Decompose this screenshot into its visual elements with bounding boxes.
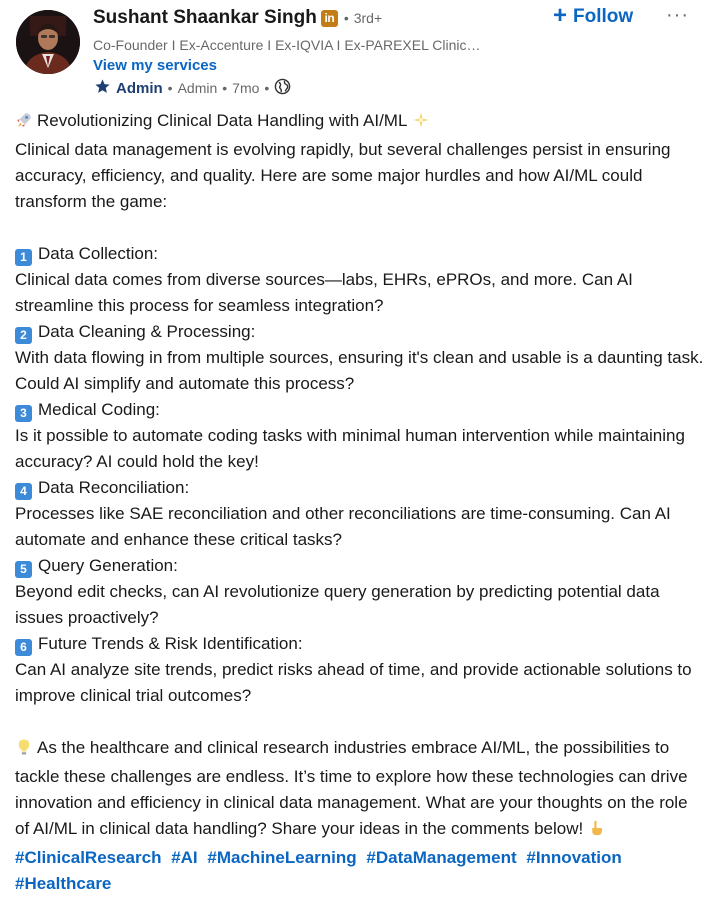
section-body: Is it possible to automate coding tasks with minimal human intervention while maintaining accuracy? AI could hold the key! [15, 426, 685, 471]
section-body: Processes like SAE reconciliation and other reconciliations are time-consuming. Can AI automate and enhance these critical tasks? [15, 504, 671, 549]
follow-label: Follow [573, 6, 634, 27]
keycap-5-icon: 5 [15, 561, 32, 578]
rocket-icon [15, 111, 33, 137]
section-heading: 6 Future Trends & Risk Identification: [15, 631, 705, 657]
more-options-button[interactable]: ··· [666, 4, 689, 26]
author-name[interactable]: Sushant Shaankar Singh [93, 7, 317, 28]
hashtag-list [15, 845, 705, 897]
section-heading: 2 Data Cleaning & Processing: [15, 319, 705, 345]
hashtag-innovation[interactable]: #Innovation [526, 848, 622, 867]
post-closing-line [15, 735, 705, 845]
pointing-down-icon [588, 819, 605, 845]
keycap-2-icon: 2 [15, 327, 32, 344]
admin-badge: Admin [116, 79, 163, 97]
hashtag-datamanagement[interactable]: #DataManagement [366, 848, 517, 867]
role-text: Admin [177, 80, 218, 96]
section-heading: 5 Query Generation: [15, 553, 705, 579]
keycap-6-icon: 6 [15, 639, 32, 656]
section-heading: 4 Data Reconciliation: [15, 475, 705, 501]
connection-degree: 3rd+ [353, 10, 383, 26]
hashtag-clinicalresearch[interactable]: #ClinicalResearch [15, 848, 162, 867]
section-heading: 3 Medical Coding: [15, 397, 705, 423]
post-age: 7mo [232, 80, 260, 96]
post-closing: As the healthcare and clinical research industries embrace AI/ML, the possibilities to tackle these challenges are endless. It’s time to explore how these technologies can drive innovation and efficiency in clinical data management. What are your thoughts on the role of AI/ML in clinical data handling? Share your ideas in the comments below! [15, 738, 688, 838]
avatar[interactable] [16, 10, 80, 74]
post-title: Revolutionizing Clinical Data Handling with AI/ML [37, 111, 407, 130]
post-intro: Clinical data management is evolving rapidly, but several challenges persist in ensuring accuracy, efficiency, and quality. Here are some major hurdles and how AI/ML could transform the game: [15, 140, 671, 211]
section-body: Beyond edit checks, can AI revolutionize query generation by predicting potential data issues proactively? [15, 582, 660, 627]
post-body [15, 108, 705, 897]
post-meta [94, 78, 291, 98]
post-header [0, 0, 708, 104]
keycap-4-icon: 4 [15, 483, 32, 500]
globe-icon [274, 78, 291, 98]
linkedin-premium-icon: in [321, 10, 338, 27]
hashtag-healthcare[interactable]: #Healthcare [15, 874, 112, 893]
keycap-3-icon: 3 [15, 405, 32, 422]
plus-icon: + [553, 2, 568, 29]
paragraph-gap [15, 215, 705, 241]
section-body: Clinical data comes from diverse sources—labs, EHRs, ePROs, and more. Can AI streamline this process for seamless integration? [15, 270, 633, 315]
author-name-row [93, 7, 382, 29]
separator-dot: • [264, 80, 270, 96]
sparkle-icon [412, 111, 430, 137]
section-heading: 1 Data Collection: [15, 241, 705, 267]
post-title-line [15, 108, 705, 137]
star-icon [94, 78, 111, 98]
author-headline: Co-Founder I Ex-Accenture I Ex-IQVIA I Ex-PAREXEL Clinic… [93, 37, 481, 53]
separator-dot: • [343, 10, 349, 26]
keycap-1-icon: 1 [15, 249, 32, 266]
lightbulb-icon [15, 738, 33, 764]
separator-dot: • [222, 80, 228, 96]
section-body: With data flowing in from multiple sources, ensuring it's clean and usable is a daunting task. Could AI simplify and automate this process? [15, 348, 704, 393]
follow-button[interactable] [553, 2, 634, 29]
paragraph-gap [15, 709, 705, 735]
section-body: Can AI analyze site trends, predict risks ahead of time, and provide actionable solutions to improve clinical trial outcomes? [15, 660, 692, 705]
separator-dot: • [167, 80, 173, 96]
hashtag-ai[interactable]: #AI [171, 848, 198, 867]
view-services-link[interactable]: View my services [93, 57, 217, 74]
hashtag-machinelearning[interactable]: #MachineLearning [207, 848, 357, 867]
